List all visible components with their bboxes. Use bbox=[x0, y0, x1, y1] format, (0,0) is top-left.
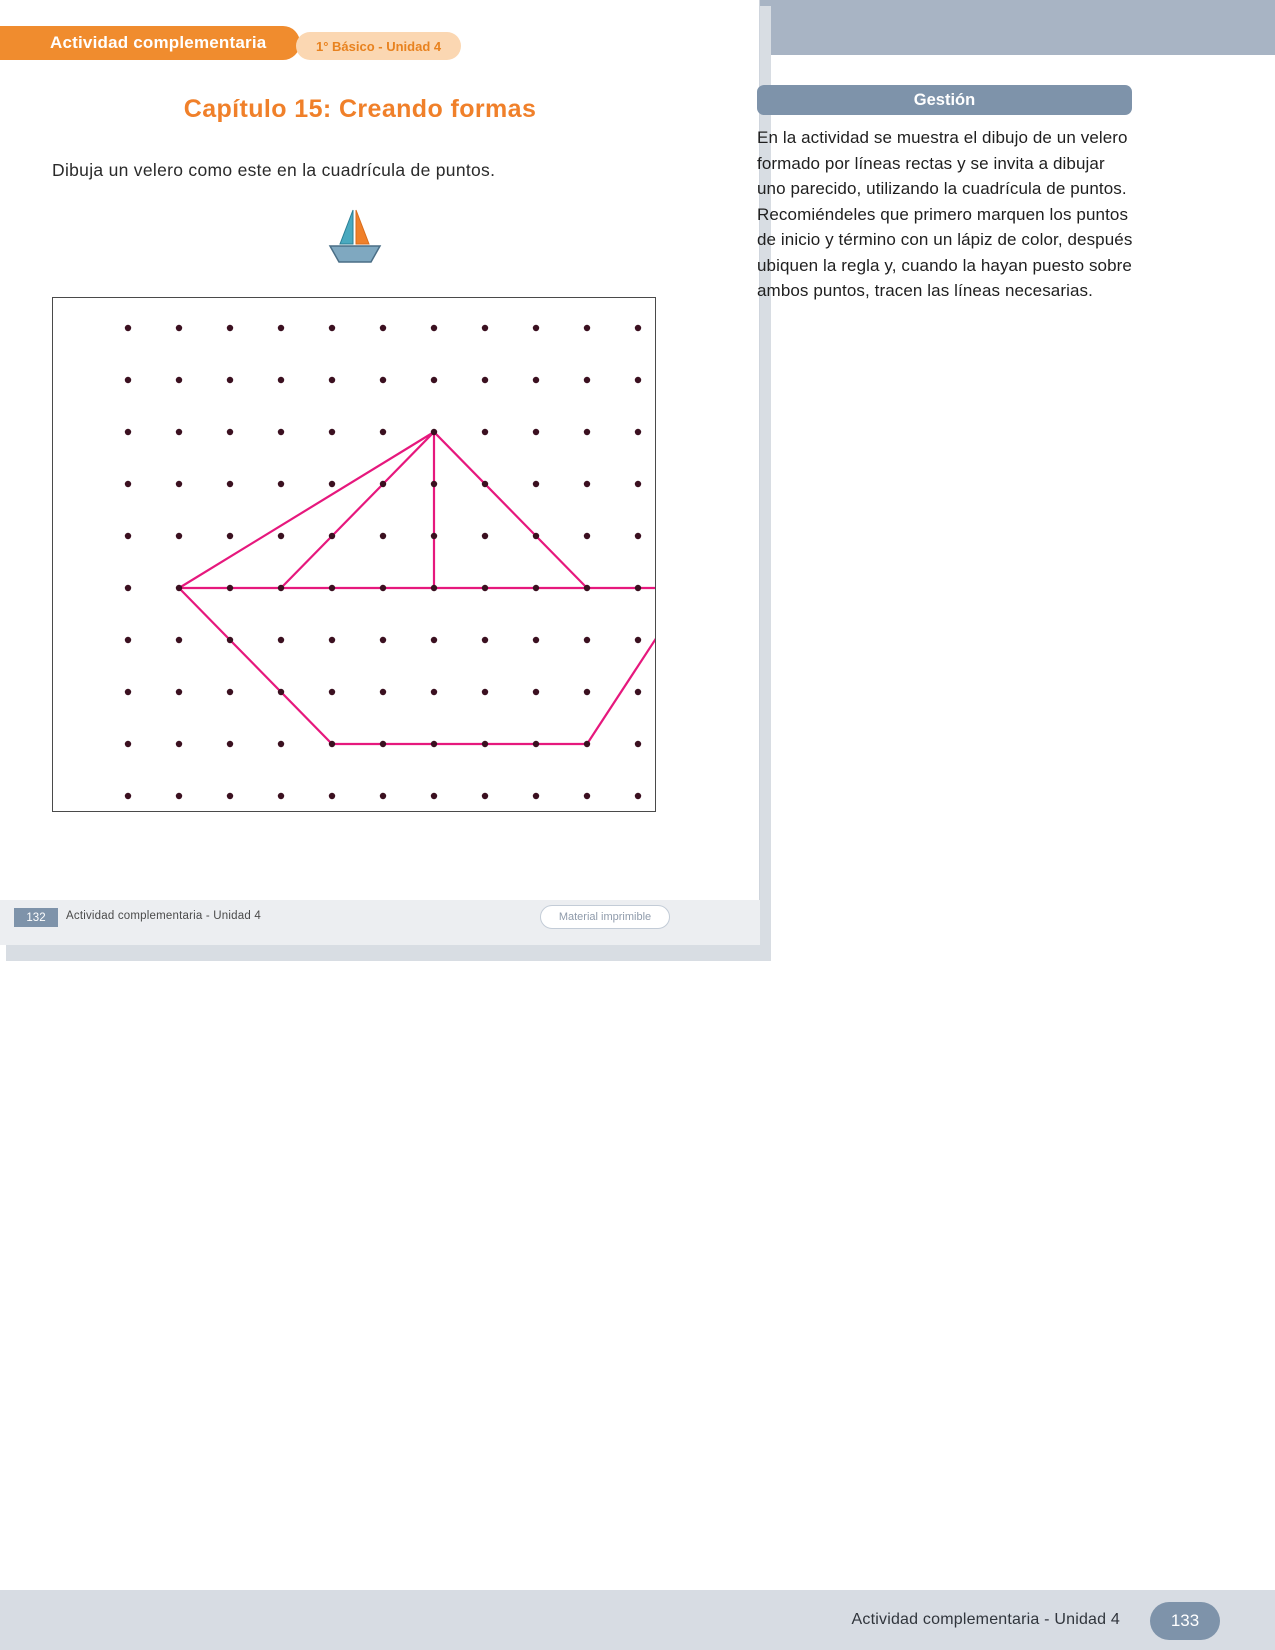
grid-dot[interactable] bbox=[584, 689, 590, 695]
grid-dot[interactable] bbox=[329, 689, 335, 695]
grid-dot[interactable] bbox=[482, 689, 488, 695]
grid-dot[interactable] bbox=[278, 533, 284, 539]
grid-dot[interactable] bbox=[584, 377, 590, 383]
unit-badge-label: 1° Básico - Unidad 4 bbox=[316, 38, 442, 54]
sailboat-icon bbox=[320, 208, 390, 270]
sheet-page-number: 132 bbox=[14, 908, 58, 927]
grid-dot[interactable] bbox=[278, 377, 284, 383]
grid-dot[interactable] bbox=[125, 637, 131, 643]
grid-dot[interactable] bbox=[227, 533, 233, 539]
dot-grid-svg bbox=[53, 298, 655, 811]
grid-dot[interactable] bbox=[533, 533, 539, 539]
grid-dot[interactable] bbox=[533, 637, 539, 643]
grid-dot[interactable] bbox=[227, 325, 233, 331]
printable-sheet bbox=[0, 0, 760, 945]
grid-dot[interactable] bbox=[635, 325, 641, 331]
grid-dot[interactable] bbox=[329, 481, 335, 487]
grid-dot[interactable] bbox=[380, 429, 386, 435]
grid-dot[interactable] bbox=[584, 533, 590, 539]
grid-dot[interactable] bbox=[635, 429, 641, 435]
grid-dot[interactable] bbox=[584, 429, 590, 435]
grid-dot[interactable] bbox=[533, 741, 539, 747]
grid-dot[interactable] bbox=[533, 429, 539, 435]
grid-dot[interactable] bbox=[482, 429, 488, 435]
grid-dot[interactable] bbox=[176, 429, 182, 435]
grid-dot[interactable] bbox=[380, 741, 386, 747]
grid-dot[interactable] bbox=[635, 481, 641, 487]
grid-dot[interactable] bbox=[431, 741, 437, 747]
grid-dot[interactable] bbox=[329, 585, 335, 591]
grid-dot[interactable] bbox=[329, 793, 335, 799]
grid-dot[interactable] bbox=[533, 793, 539, 799]
grid-dot[interactable] bbox=[176, 741, 182, 747]
grid-dot[interactable] bbox=[329, 637, 335, 643]
grid-dot[interactable] bbox=[329, 325, 335, 331]
grid-dot[interactable] bbox=[329, 533, 335, 539]
grid-dot[interactable] bbox=[176, 481, 182, 487]
grid-dot[interactable] bbox=[278, 689, 284, 695]
sheet-footer-caption: Actividad complementaria - Unidad 4 bbox=[66, 910, 261, 922]
sailboat-outline bbox=[179, 432, 655, 744]
grid-dot[interactable] bbox=[635, 689, 641, 695]
grid-dot[interactable] bbox=[380, 377, 386, 383]
grid-dot[interactable] bbox=[584, 793, 590, 799]
grid-dot[interactable] bbox=[176, 533, 182, 539]
grid-dot[interactable] bbox=[176, 325, 182, 331]
grid-dot[interactable] bbox=[125, 793, 131, 799]
grid-dot[interactable] bbox=[329, 741, 335, 747]
grid-dot[interactable] bbox=[482, 533, 488, 539]
grid-dot[interactable] bbox=[431, 325, 437, 331]
grid-dot[interactable] bbox=[482, 637, 488, 643]
grid-dot[interactable] bbox=[176, 637, 182, 643]
grid-dot[interactable] bbox=[431, 793, 437, 799]
page-footer-caption: Actividad complementaria - Unidad 4 bbox=[851, 1611, 1120, 1628]
grid-dot[interactable] bbox=[584, 637, 590, 643]
grid-dot[interactable] bbox=[125, 533, 131, 539]
grid-dot[interactable] bbox=[533, 585, 539, 591]
grid-dot[interactable] bbox=[380, 689, 386, 695]
grid-dot[interactable] bbox=[278, 585, 284, 591]
grid-dot[interactable] bbox=[125, 689, 131, 695]
activity-badge bbox=[0, 26, 300, 60]
grid-dot[interactable] bbox=[227, 741, 233, 747]
grid-dot[interactable] bbox=[125, 481, 131, 487]
grid-dot[interactable] bbox=[380, 793, 386, 799]
grid-dot[interactable] bbox=[431, 533, 437, 539]
grid-dot[interactable] bbox=[635, 741, 641, 747]
grid-dot[interactable] bbox=[278, 429, 284, 435]
grid-dot[interactable] bbox=[635, 377, 641, 383]
grid-dot[interactable] bbox=[635, 637, 641, 643]
grid-dot[interactable] bbox=[380, 325, 386, 331]
grid-dot[interactable] bbox=[125, 325, 131, 331]
grid-dot[interactable] bbox=[176, 585, 182, 591]
grid-dot[interactable] bbox=[635, 533, 641, 539]
grid-dot[interactable] bbox=[227, 637, 233, 643]
grid-dot[interactable] bbox=[278, 637, 284, 643]
grid-dot[interactable] bbox=[227, 429, 233, 435]
instruction-text: Dibuja un velero como este en la cuadrícula de puntos. bbox=[52, 160, 496, 180]
grid-dot[interactable] bbox=[380, 533, 386, 539]
page-title: Capítulo 15: Creando formas bbox=[183, 95, 537, 123]
grid-dot[interactable] bbox=[125, 429, 131, 435]
gestion-panel-body: En la actividad se muestra el dibujo de un velero formado por líneas rectas y se invita a dibujar uno parecido, utilizando la cuadrícula de puntos. Recomiéndeles que primero marquen los puntos de inicio y término con un lápiz de color, después ubiquen la regla y, cuando la hayan puesto sobre ambos puntos, tracen las líneas necesarias. bbox=[757, 128, 1133, 300]
printable-material-badge: Material imprimible bbox=[540, 905, 670, 929]
grid-dot[interactable] bbox=[227, 689, 233, 695]
grid-dot[interactable] bbox=[431, 585, 437, 591]
grid-dot[interactable] bbox=[278, 741, 284, 747]
grid-dot[interactable] bbox=[482, 325, 488, 331]
grid-dot[interactable] bbox=[278, 325, 284, 331]
grid-dot[interactable] bbox=[431, 377, 437, 383]
grid-dot[interactable] bbox=[533, 689, 539, 695]
grid-dot[interactable] bbox=[329, 377, 335, 383]
grid-dot[interactable] bbox=[278, 481, 284, 487]
grid-dot[interactable] bbox=[227, 585, 233, 591]
unit-badge bbox=[296, 32, 461, 60]
grid-dot[interactable] bbox=[533, 481, 539, 487]
grid-dot[interactable] bbox=[635, 585, 641, 591]
grid-dot[interactable] bbox=[125, 585, 131, 591]
grid-dot[interactable] bbox=[431, 637, 437, 643]
grid-dot[interactable] bbox=[431, 429, 437, 435]
grid-dot[interactable] bbox=[584, 481, 590, 487]
grid-dot[interactable] bbox=[176, 793, 182, 799]
grid-dot[interactable] bbox=[431, 481, 437, 487]
grid-dot[interactable] bbox=[584, 741, 590, 747]
grid-dot[interactable] bbox=[482, 481, 488, 487]
grid-dot[interactable] bbox=[482, 793, 488, 799]
grid-dot[interactable] bbox=[278, 793, 284, 799]
grid-dot[interactable] bbox=[176, 377, 182, 383]
grid-dot[interactable] bbox=[125, 741, 131, 747]
grid-dot[interactable] bbox=[380, 585, 386, 591]
grid-dot[interactable] bbox=[635, 793, 641, 799]
grid-dot[interactable] bbox=[533, 377, 539, 383]
grid-dot[interactable] bbox=[227, 481, 233, 487]
grid-dot[interactable] bbox=[329, 429, 335, 435]
grid-dot[interactable] bbox=[533, 325, 539, 331]
grid-dot[interactable] bbox=[482, 741, 488, 747]
grid-dot[interactable] bbox=[584, 325, 590, 331]
grid-dot[interactable] bbox=[482, 585, 488, 591]
grid-dot[interactable] bbox=[380, 481, 386, 487]
grid-dot[interactable] bbox=[482, 377, 488, 383]
gestion-panel-title bbox=[757, 85, 1132, 115]
grid-dot[interactable] bbox=[227, 377, 233, 383]
grid-dot[interactable] bbox=[125, 377, 131, 383]
grid-dot[interactable] bbox=[176, 689, 182, 695]
grid-dot[interactable] bbox=[584, 585, 590, 591]
dot-grid-activity[interactable] bbox=[52, 297, 656, 812]
grid-dot[interactable] bbox=[227, 793, 233, 799]
gestion-title-label: Gestión bbox=[913, 90, 976, 109]
grid-dot[interactable] bbox=[431, 689, 437, 695]
page-footer-number: 133 bbox=[1150, 1602, 1220, 1640]
grid-dot[interactable] bbox=[380, 637, 386, 643]
activity-badge-label: Actividad complementaria bbox=[50, 33, 267, 52]
